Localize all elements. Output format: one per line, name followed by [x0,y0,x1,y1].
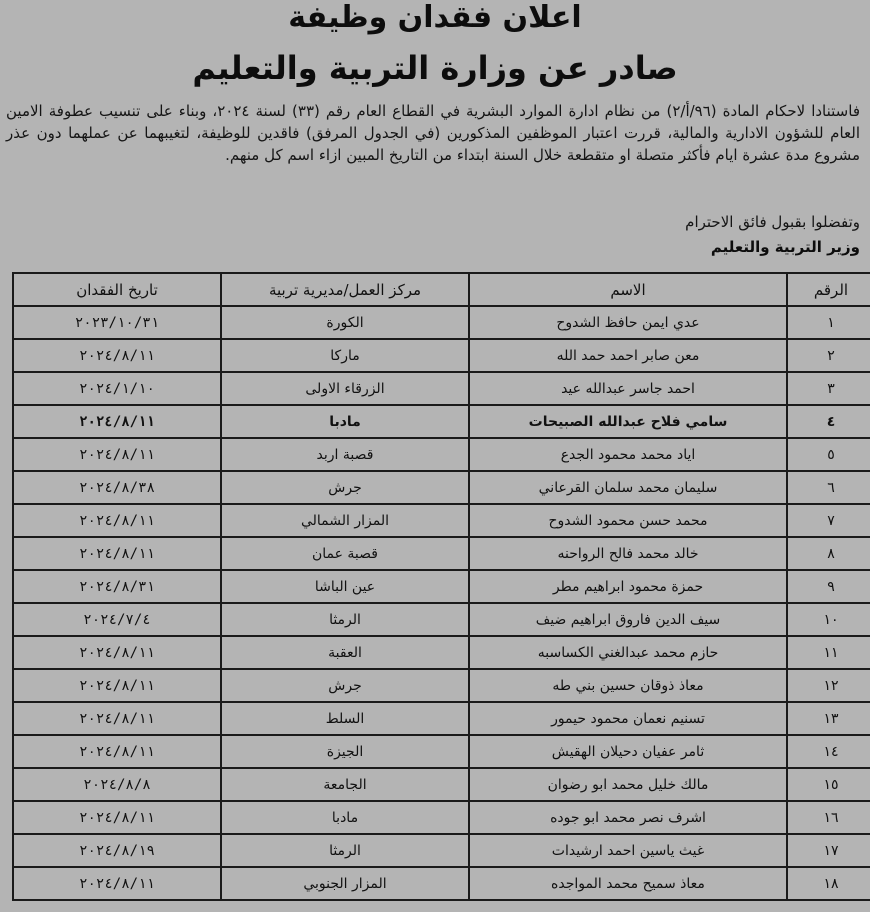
row-name: مالك خليل محمد ابو رضوان [469,768,787,801]
row-name: خالد محمد فالح الرواحنه [469,537,787,570]
table-row [13,306,870,339]
row-date: ٢٠٢٤/١/١٠ [13,372,221,405]
row-number: ٤ [787,405,870,438]
row-center: قصبة اربد [221,438,469,471]
announcement-subtitle: صادر عن وزارة التربية والتعليم [192,49,678,87]
row-name: غيث ياسين احمد ارشيدات [469,834,787,867]
row-date: ٢٠٢٤/٨/٣١ [13,570,221,603]
row-date: ٢٠٢٣/١٠/٣١ [13,306,221,339]
row-center: الزرقاء الاولى [221,372,469,405]
table-row [13,867,870,900]
row-center: الرمثا [221,834,469,867]
row-date: ٢٠٢٤/٨/١٩ [13,834,221,867]
row-date: ٢٠٢٤/٨/١١ [13,438,221,471]
row-date: ٢٠٢٤/٨/١١ [13,867,221,900]
table-row [13,537,870,570]
row-date: ٢٠٢٤/٨/١١ [13,405,221,438]
row-center: السلط [221,702,469,735]
row-name: معن صابر احمد حمد الله [469,339,787,372]
signatory: وزير التربية والتعليم [710,238,860,256]
row-center: العقبة [221,636,469,669]
announcement-title: اعلان فقدان وظيفة [288,0,582,35]
header-date: تاريخ الفقدان [13,273,221,306]
row-date: ٢٠٢٤/٨/٣٨ [13,471,221,504]
row-date: ٢٠٢٤/٧/٤ [13,603,221,636]
notice-body: فاستنادا لاحكام المادة (٩٦/أ/٢) من نظام ادارة الموارد البشرية في القطاع العام رقم (٣٣) لسنة ٢٠٢٤، وبناء على تنسيب عطوفة الامين العام للشؤون الادارية والمالية، قررت اعتبار الموظفين المذكورين (في الجدول المرفق) فاقدين للوظيفة، لتغيبهما عن عملهما دون عذر مشروع مدة عشرة ايام فأكثر متصلة او متقطعة خلال السنة ابتداء من التاريخ المبين ازاء اسم كل منهم. [6,102,860,164]
row-name: حازم محمد عبدالغني الكساسبه [469,636,787,669]
table-row [13,603,870,636]
row-date: ٢٠٢٤/٨/١١ [13,702,221,735]
row-name: محمد حسن محمود الشدوح [469,504,787,537]
row-number: ١٤ [787,735,870,768]
table-row [13,834,870,867]
row-center: ماركا [221,339,469,372]
table-row [13,405,870,438]
header-center: مركز العمل/مديرية تربية [221,273,469,306]
table-header-row [13,273,870,306]
row-center: الجيزة [221,735,469,768]
row-date: ٢٠٢٤/٨/١١ [13,636,221,669]
row-center: المزار الجنوبي [221,867,469,900]
row-number: ٥ [787,438,870,471]
table-row [13,636,870,669]
table-row [13,702,870,735]
row-date: ٢٠٢٤/٨/١١ [13,537,221,570]
row-center: مادبا [221,801,469,834]
row-number: ٧ [787,504,870,537]
table-row [13,504,870,537]
row-number: ١٨ [787,867,870,900]
row-name: ثامر عفيان دحيلان الهقيش [469,735,787,768]
row-center: قصبة عمان [221,537,469,570]
row-number: ١٦ [787,801,870,834]
table-row [13,801,870,834]
row-name: احمد جاسر عبدالله عيد [469,372,787,405]
row-number: ١٥ [787,768,870,801]
row-center: الجامعة [221,768,469,801]
row-number: ١١ [787,636,870,669]
row-name: تسنيم نعمان محمود حيمور [469,702,787,735]
table-row [13,471,870,504]
row-center: الرمثا [221,603,469,636]
row-number: ٢ [787,339,870,372]
row-number: ٣ [787,372,870,405]
table-row [13,735,870,768]
row-name: سامي فلاح عبدالله الصبيحات [469,405,787,438]
table-row [13,372,870,405]
row-number: ٩ [787,570,870,603]
row-date: ٢٠٢٤/٨/١١ [13,669,221,702]
table-row [13,768,870,801]
row-name: سليمان محمد سلمان القرعاني [469,471,787,504]
row-center: جرش [221,471,469,504]
row-number: ١٧ [787,834,870,867]
row-number: ١٣ [787,702,870,735]
table-row [13,669,870,702]
table-row [13,339,870,372]
job-loss-table [12,272,870,901]
table-row [13,570,870,603]
row-date: ٢٠٢٤/٨/١١ [13,504,221,537]
row-center: مادبا [221,405,469,438]
row-name: معاذ ذوقان حسين بني طه [469,669,787,702]
notice-closing: وتفضلوا بقبول فائق الاحترام [685,213,860,231]
table-row [13,438,870,471]
row-number: ٦ [787,471,870,504]
row-name: معاذ سميح محمد المواجده [469,867,787,900]
row-name: اشرف نصر محمد ابو جوده [469,801,787,834]
row-center: جرش [221,669,469,702]
row-date: ٢٠٢٤/٨/١١ [13,801,221,834]
row-number: ٨ [787,537,870,570]
row-date: ٢٠٢٤/٨/١١ [13,339,221,372]
row-name: عدي ايمن حافظ الشدوح [469,306,787,339]
row-name: سيف الدين فاروق ابراهيم ضيف [469,603,787,636]
row-name: اياد محمد محمود الجدع [469,438,787,471]
row-date: ٢٠٢٤/٨/١١ [13,735,221,768]
row-number: ١ [787,306,870,339]
row-center: عين الباشا [221,570,469,603]
row-date: ٢٠٢٤/٨/٨ [13,768,221,801]
row-name: حمزة محمود ابراهيم مطر [469,570,787,603]
row-center: الكورة [221,306,469,339]
row-number: ١٢ [787,669,870,702]
header-name: الاسم [469,273,787,306]
header-number: الرقم [787,273,870,306]
row-center: المزار الشمالي [221,504,469,537]
row-number: ١٠ [787,603,870,636]
